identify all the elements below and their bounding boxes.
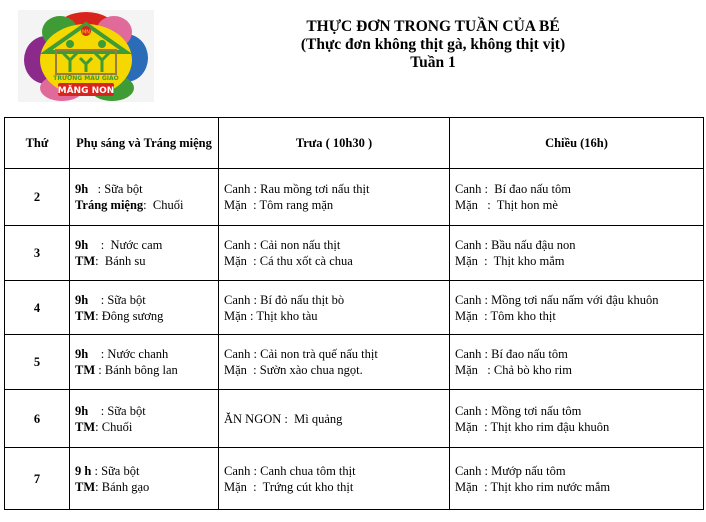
morning-separator: : bbox=[88, 238, 111, 252]
morning-line bbox=[75, 346, 213, 362]
afternoon-cell bbox=[450, 226, 704, 281]
morning-separator: : bbox=[95, 479, 102, 494]
afternoon-item: Mặn : Thịt kho rim đậu khuôn bbox=[455, 419, 610, 434]
lunch-cell bbox=[219, 448, 450, 510]
logo-badge: MN bbox=[81, 29, 91, 36]
morning-label: 9h bbox=[75, 403, 89, 418]
day-cell: 6 bbox=[5, 390, 70, 448]
morning-label: 9h bbox=[75, 182, 89, 196]
morning-line bbox=[75, 403, 213, 419]
morning-cell bbox=[70, 448, 219, 510]
afternoon-item: Canh : Bí đao nấu tôm bbox=[455, 347, 568, 361]
day-cell: 2 bbox=[5, 169, 70, 226]
morning-item: Sữa bột bbox=[101, 463, 140, 478]
menu-week: Tuần 1 bbox=[410, 54, 456, 71]
morning-separator: : bbox=[95, 363, 105, 377]
morning-label: TM bbox=[75, 479, 96, 494]
morning-separator: : bbox=[143, 198, 153, 212]
day-cell: 4 bbox=[5, 281, 70, 335]
morning-line bbox=[75, 181, 213, 197]
morning-separator: : bbox=[95, 254, 105, 268]
morning-label: 9h bbox=[75, 292, 89, 307]
lunch-cell bbox=[219, 335, 450, 390]
header-morning: Phụ sáng và Tráng miệng bbox=[70, 118, 219, 169]
table-body bbox=[5, 169, 704, 510]
afternoon-item: Canh : Bí đao nấu tôm bbox=[455, 182, 571, 196]
morning-cell bbox=[70, 390, 219, 448]
afternoon-cell bbox=[450, 281, 704, 335]
morning-label: TM bbox=[75, 254, 96, 268]
morning-line bbox=[75, 253, 213, 269]
lunch-item: Mặn : Tôm rang mặn bbox=[224, 198, 334, 212]
morning-separator: : bbox=[88, 403, 108, 418]
morning-item: Chuối bbox=[152, 198, 184, 212]
afternoon-cell bbox=[450, 448, 704, 510]
lunch-item: ĂN NGON : Mì quảng bbox=[224, 411, 343, 426]
day-cell: 7 bbox=[5, 448, 70, 510]
morning-separator: : bbox=[95, 419, 102, 434]
morning-label: 9h bbox=[75, 347, 89, 361]
header-lunch: Trưa ( 10h30 ) bbox=[219, 118, 450, 169]
morning-line bbox=[75, 237, 213, 253]
lunch-item: Canh : Rau mồng tơi nấu thịt bbox=[224, 182, 370, 196]
afternoon-cell bbox=[450, 169, 704, 226]
lunch-item: Mặn : Sườn xào chua ngọt. bbox=[224, 363, 363, 377]
morning-label: TM bbox=[75, 363, 96, 377]
header-day: Thứ bbox=[5, 118, 70, 169]
morning-item: Bánh su bbox=[104, 254, 146, 268]
lunch-item: Mặn : Cá thu xốt cà chua bbox=[224, 254, 353, 268]
morning-item: Sữa bột bbox=[107, 292, 146, 307]
morning-label: Tráng miệng bbox=[75, 198, 144, 212]
morning-separator: : bbox=[91, 463, 102, 478]
afternoon-item: Mặn : Tôm kho thịt bbox=[455, 308, 556, 323]
morning-line bbox=[75, 419, 213, 435]
morning-separator: : bbox=[95, 308, 102, 323]
afternoon-item: Mặn : Chả bò kho rim bbox=[455, 363, 573, 377]
lunch-cell bbox=[219, 226, 450, 281]
lunch-item: Canh : Canh chua tôm thịt bbox=[224, 463, 356, 478]
table-row bbox=[5, 169, 704, 226]
morning-item: Sữa bột bbox=[107, 403, 146, 418]
school-logo-icon bbox=[18, 10, 154, 102]
morning-item: Nước cam bbox=[110, 238, 163, 252]
morning-label: TM bbox=[75, 308, 96, 323]
afternoon-item: Canh : Bầu nấu đậu non bbox=[455, 238, 576, 252]
morning-item: Sữa bột bbox=[104, 182, 143, 196]
morning-separator: : bbox=[88, 292, 108, 307]
table-row bbox=[5, 281, 704, 335]
menu-title: THỰC ĐƠN TRONG TUẦN CỦA BÉ bbox=[306, 18, 560, 35]
table-row bbox=[5, 226, 704, 281]
lunch-item: Mặn : Trứng cút kho thịt bbox=[224, 479, 354, 494]
lunch-item: Canh : Bí đỏ nấu thịt bò bbox=[224, 292, 345, 307]
lunch-cell bbox=[219, 169, 450, 226]
morning-separator: : bbox=[88, 347, 108, 361]
table-row bbox=[5, 448, 704, 510]
morning-separator: : bbox=[88, 182, 105, 196]
morning-line bbox=[75, 308, 213, 324]
morning-label: 9h bbox=[75, 238, 89, 252]
day-cell: 5 bbox=[5, 335, 70, 390]
menu-heading bbox=[160, 18, 706, 72]
lunch-item: Canh : Cải non trà quế nấu thịt bbox=[224, 347, 378, 361]
afternoon-item: Mặn : Thịt kho rim nước mắm bbox=[455, 479, 611, 494]
day-cell: 3 bbox=[5, 226, 70, 281]
morning-line bbox=[75, 362, 213, 378]
logo-school-name: MĂNG NON bbox=[57, 86, 115, 96]
afternoon-cell bbox=[450, 335, 704, 390]
table-row bbox=[5, 390, 704, 448]
table-header-row bbox=[5, 118, 704, 169]
afternoon-item: Canh : Mồng tơi nấu tôm bbox=[455, 403, 582, 418]
morning-cell bbox=[70, 169, 219, 226]
afternoon-item: Mặn : Thịt kho mắm bbox=[455, 254, 565, 268]
header-afternoon: Chiều (16h) bbox=[450, 118, 704, 169]
table-row bbox=[5, 335, 704, 390]
weekly-menu-table bbox=[4, 117, 704, 510]
lunch-item: Mặn : Thịt kho tàu bbox=[224, 308, 318, 323]
afternoon-item: Mặn : Thịt hon mè bbox=[455, 198, 558, 212]
lunch-cell bbox=[219, 390, 450, 448]
morning-line bbox=[75, 197, 213, 213]
morning-item: Bánh gạo bbox=[101, 479, 150, 494]
afternoon-item: Canh : Mướp nấu tôm bbox=[455, 463, 566, 478]
morning-cell bbox=[70, 281, 219, 335]
morning-cell bbox=[70, 335, 219, 390]
morning-label: 9 h bbox=[75, 463, 92, 478]
morning-item: Bánh bông lan bbox=[104, 363, 178, 377]
morning-line bbox=[75, 479, 213, 495]
morning-cell bbox=[70, 226, 219, 281]
morning-item: Chuối bbox=[101, 419, 133, 434]
lunch-cell bbox=[219, 281, 450, 335]
afternoon-item: Canh : Mồng tơi nấu nấm với đậu khuôn bbox=[455, 292, 659, 307]
morning-label: TM bbox=[75, 419, 96, 434]
morning-item: Nước chanh bbox=[107, 347, 169, 361]
morning-line bbox=[75, 463, 213, 479]
menu-subtitle: (Thực đơn không thịt gà, không thịt vịt) bbox=[300, 36, 566, 53]
morning-line bbox=[75, 292, 213, 308]
logo-top-text: TRƯỜNG MẦU GIÁO bbox=[53, 75, 119, 82]
morning-item: Đông sương bbox=[101, 308, 164, 323]
afternoon-cell bbox=[450, 390, 704, 448]
lunch-item: Canh : Cải non nấu thịt bbox=[224, 238, 341, 252]
school-logo bbox=[18, 10, 154, 102]
